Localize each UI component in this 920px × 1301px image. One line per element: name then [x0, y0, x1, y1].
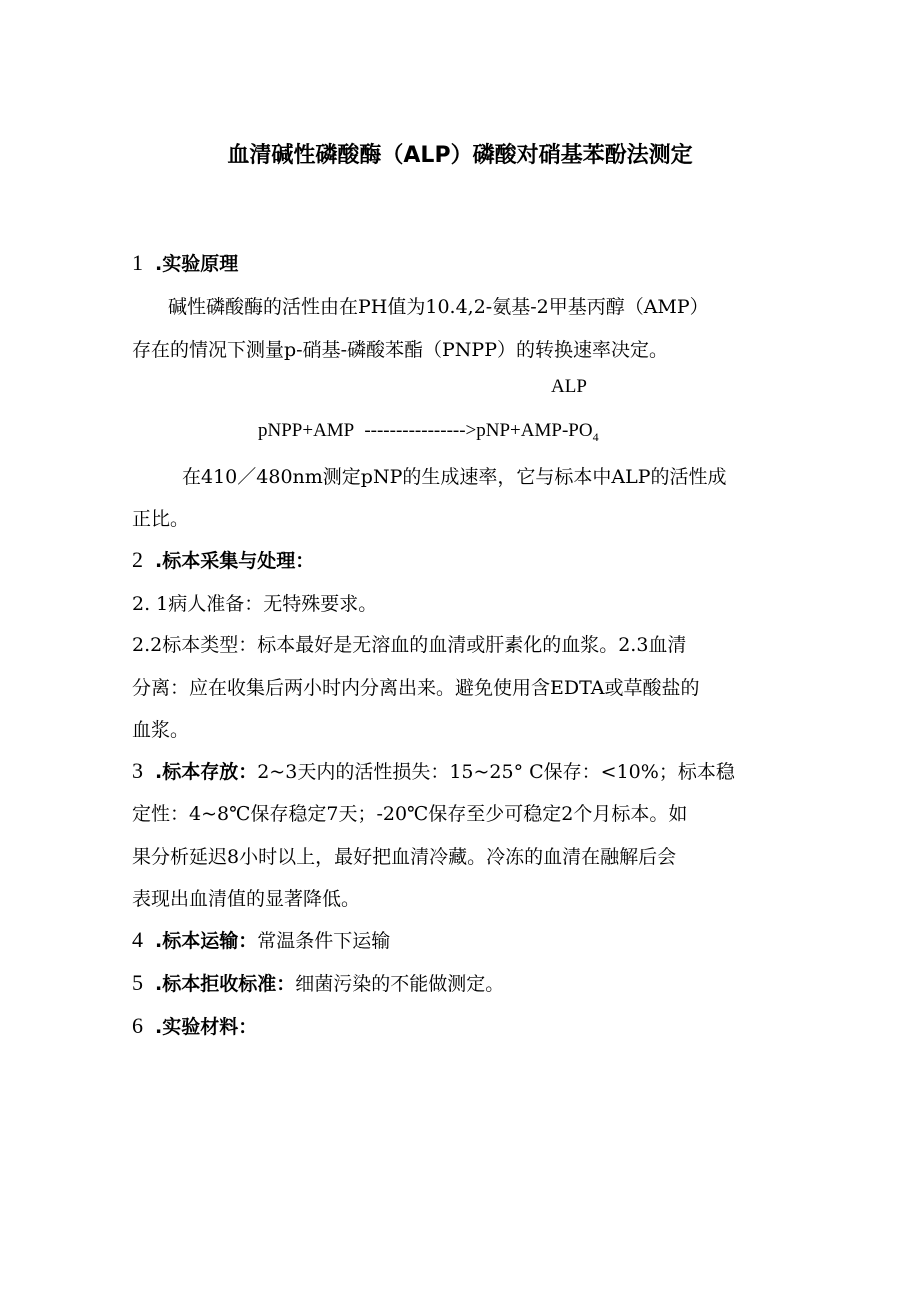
- paragraph-line: 在410／480nm测定pNP的生成速率，它与标本中ALP的活性成: [182, 466, 727, 488]
- section-text: 常温条件下运输: [257, 930, 391, 952]
- paragraph-line: 定性：4~8℃保存稳定7天；-20℃保存至少可稳定2个月标本。如: [132, 803, 688, 825]
- section-title: .实验材料：: [155, 1016, 258, 1038]
- section-text: 细菌污染的不能做测定。: [295, 973, 505, 995]
- paragraph-line: 碱性磷酸酶的活性由在PH值为10.4,2-氨基-2甲基丙醇（AMP）: [168, 296, 709, 318]
- formula-enzyme: ALP: [551, 376, 587, 397]
- section-title: .标本存放：: [155, 761, 258, 783]
- section-title: .实验原理: [155, 253, 239, 275]
- section-6-heading: [132, 1012, 257, 1039]
- formula-arrow: ---------------->: [364, 420, 477, 441]
- paragraph-line: 分离：应在收集后两小时内分离出来。避免使用含EDTA或草酸盐的: [132, 677, 700, 699]
- document-title: 血清碱性磷酸酶（ALP）磷酸对硝基苯酚法测定: [227, 143, 693, 168]
- paragraph-line: 果分析延迟8小时以上，最好把血清冷藏。冷冻的血清在融解后会: [132, 846, 677, 868]
- section-title: .标本采集与处理：: [155, 550, 315, 572]
- section-1-heading: [132, 249, 238, 276]
- section-number: 5: [132, 970, 143, 995]
- section-number: 4: [132, 927, 143, 952]
- section-2-heading: [132, 546, 314, 573]
- section-4-heading: [132, 926, 390, 953]
- formula-subscript: 4: [592, 429, 599, 444]
- reaction-formula: [258, 420, 599, 445]
- paragraph-line: 2. 1病人准备：无特殊要求。: [132, 593, 378, 615]
- section-number: 6: [132, 1013, 143, 1038]
- formula-right: pNP+AMP-PO: [476, 420, 593, 441]
- formula-left: pNPP+AMP: [258, 420, 354, 441]
- section-number: 1: [132, 250, 143, 275]
- paragraph-line: 正比。: [132, 508, 190, 530]
- section-3-heading: [132, 757, 735, 784]
- section-title: .标本拒收标准：: [155, 973, 296, 995]
- section-5-heading: [132, 969, 504, 996]
- paragraph-line: 血浆。: [132, 719, 190, 741]
- paragraph-line: 表现出血清值的显著降低。: [132, 888, 361, 910]
- paragraph-line: 2.2标本类型：标本最好是无溶血的血清或肝素化的血浆。2.3血清: [132, 634, 687, 656]
- section-number: 3: [132, 758, 143, 783]
- section-title: .标本运输：: [155, 930, 258, 952]
- section-text: 2~3天内的活性损失：15~25° C保存：<10%；标本稳: [257, 761, 735, 783]
- section-number: 2: [132, 547, 143, 572]
- paragraph-line: 存在的情况下测量p-硝基-磷酸苯酯（PNPP）的转换速率决定。: [132, 339, 668, 361]
